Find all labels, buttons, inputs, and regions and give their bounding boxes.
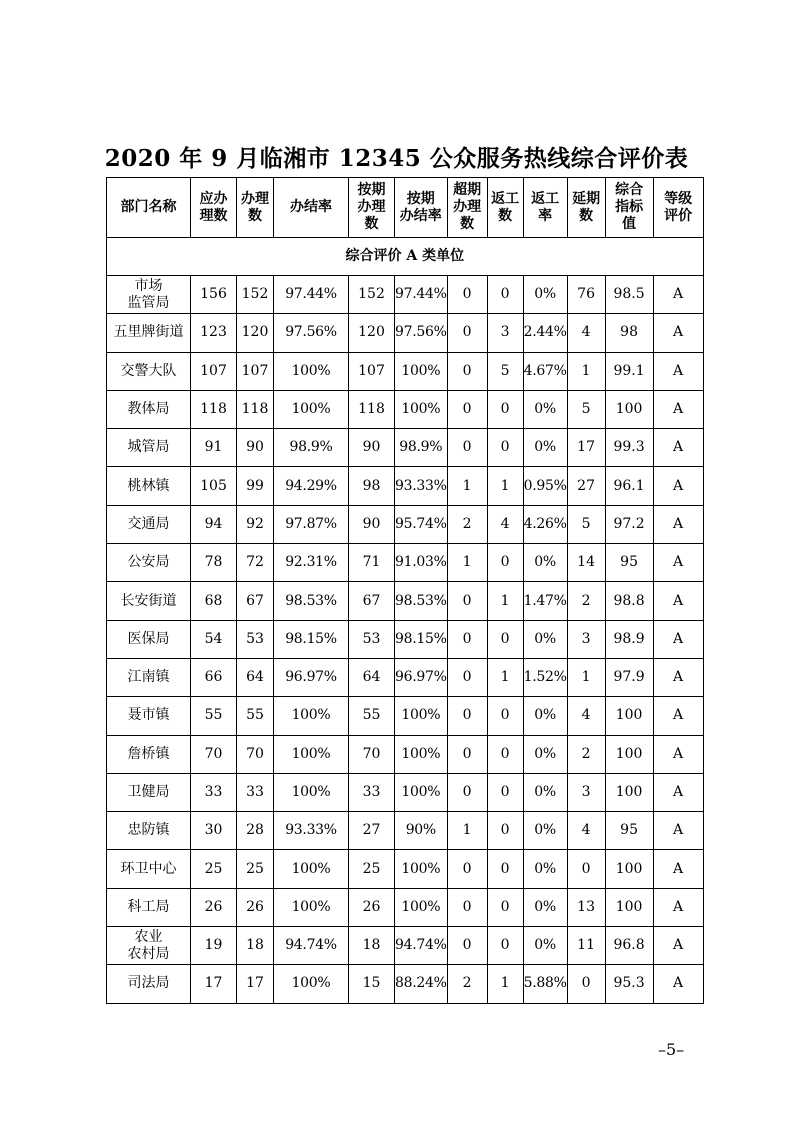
cell-should-handle: 123 <box>191 314 237 352</box>
cell-rework: 0 <box>487 544 523 582</box>
cell-completion-rate: 100% <box>274 697 349 735</box>
cell-overdue: 0 <box>447 352 487 390</box>
table-row <box>107 429 704 467</box>
cell-completion-rate: 98.9% <box>274 429 349 467</box>
table-row <box>107 735 704 773</box>
cell-ontime-rate: 100% <box>395 352 448 390</box>
cell-ontime-handled: 71 <box>349 544 395 582</box>
cell-completion-rate: 100% <box>274 390 349 428</box>
cell-extension: 0 <box>567 965 605 1003</box>
header-row <box>107 178 704 238</box>
cell-grade: A <box>653 314 703 352</box>
cell-ontime-rate: 100% <box>395 850 448 888</box>
cell-should-handle: 105 <box>191 467 237 505</box>
cell-overdue: 1 <box>447 812 487 850</box>
cell-rework-rate: 0% <box>523 276 567 314</box>
table-row <box>107 620 704 658</box>
evaluation-table <box>106 177 704 1004</box>
cell-department: 江南镇 <box>107 658 191 696</box>
cell-department: 司法局 <box>107 965 191 1003</box>
cell-department: 科工局 <box>107 888 191 926</box>
cell-ontime-handled: 118 <box>349 390 395 428</box>
cell-handled: 67 <box>237 582 274 620</box>
cell-handled: 18 <box>237 927 274 965</box>
cell-handled: 33 <box>237 773 274 811</box>
cell-composite-index: 97.2 <box>605 505 653 543</box>
cell-overdue: 0 <box>447 429 487 467</box>
section-row <box>107 238 704 276</box>
header-extension: 延期 数 <box>567 178 605 238</box>
cell-department: 医保局 <box>107 620 191 658</box>
cell-rework-rate: 0.95% <box>523 467 567 505</box>
cell-rework-rate: 5.88% <box>523 965 567 1003</box>
cell-rework-rate: 0% <box>523 773 567 811</box>
cell-ontime-rate: 100% <box>395 735 448 773</box>
cell-completion-rate: 97.56% <box>274 314 349 352</box>
cell-overdue: 0 <box>447 735 487 773</box>
cell-completion-rate: 92.31% <box>274 544 349 582</box>
cell-rework: 0 <box>487 429 523 467</box>
cell-ontime-handled: 33 <box>349 773 395 811</box>
cell-should-handle: 107 <box>191 352 237 390</box>
cell-extension: 4 <box>567 697 605 735</box>
table-row <box>107 927 704 965</box>
cell-extension: 3 <box>567 620 605 658</box>
header-ontime-rate: 按期 办结率 <box>395 178 448 238</box>
cell-handled: 25 <box>237 850 274 888</box>
cell-completion-rate: 98.53% <box>274 582 349 620</box>
cell-ontime-rate: 95.74% <box>395 505 448 543</box>
cell-ontime-handled: 67 <box>349 582 395 620</box>
cell-extension: 1 <box>567 658 605 696</box>
cell-extension: 17 <box>567 429 605 467</box>
cell-department: 教体局 <box>107 390 191 428</box>
cell-overdue: 1 <box>447 544 487 582</box>
cell-rework-rate: 0% <box>523 735 567 773</box>
cell-rework: 1 <box>487 965 523 1003</box>
cell-rework-rate: 4.26% <box>523 505 567 543</box>
cell-extension: 3 <box>567 773 605 811</box>
cell-ontime-handled: 55 <box>349 697 395 735</box>
cell-should-handle: 30 <box>191 812 237 850</box>
cell-rework: 0 <box>487 276 523 314</box>
cell-department: 环卫中心 <box>107 850 191 888</box>
page-title: 2020 年 9 月临湘市 12345 公众服务热线综合评价表 <box>104 145 689 172</box>
cell-completion-rate: 98.15% <box>274 620 349 658</box>
cell-composite-index: 97.9 <box>605 658 653 696</box>
cell-should-handle: 66 <box>191 658 237 696</box>
cell-handled: 70 <box>237 735 274 773</box>
cell-completion-rate: 96.97% <box>274 658 349 696</box>
cell-rework-rate: 0% <box>523 390 567 428</box>
table-row <box>107 773 704 811</box>
cell-overdue: 0 <box>447 850 487 888</box>
cell-should-handle: 70 <box>191 735 237 773</box>
header-composite-index: 综合 指标 值 <box>605 178 653 238</box>
cell-rework-rate: 0% <box>523 429 567 467</box>
cell-completion-rate: 100% <box>274 850 349 888</box>
cell-handled: 17 <box>237 965 274 1003</box>
cell-ontime-handled: 53 <box>349 620 395 658</box>
cell-overdue: 0 <box>447 390 487 428</box>
cell-department: 交通局 <box>107 505 191 543</box>
cell-should-handle: 156 <box>191 276 237 314</box>
cell-department: 詹桥镇 <box>107 735 191 773</box>
cell-composite-index: 100 <box>605 850 653 888</box>
cell-handled: 107 <box>237 352 274 390</box>
cell-grade: A <box>653 582 703 620</box>
table-row <box>107 697 704 735</box>
cell-handled: 72 <box>237 544 274 582</box>
header-grade: 等级 评价 <box>653 178 703 238</box>
cell-ontime-handled: 90 <box>349 505 395 543</box>
cell-grade: A <box>653 505 703 543</box>
cell-rework: 0 <box>487 850 523 888</box>
cell-ontime-handled: 152 <box>349 276 395 314</box>
cell-extension: 4 <box>567 812 605 850</box>
cell-overdue: 0 <box>447 658 487 696</box>
cell-grade: A <box>653 812 703 850</box>
cell-handled: 99 <box>237 467 274 505</box>
cell-rework-rate: 0% <box>523 544 567 582</box>
header-should-handle: 应办 理数 <box>191 178 237 238</box>
cell-overdue: 1 <box>447 467 487 505</box>
cell-ontime-rate: 97.44% <box>395 276 448 314</box>
cell-rework-rate: 0% <box>523 620 567 658</box>
cell-should-handle: 68 <box>191 582 237 620</box>
cell-handled: 53 <box>237 620 274 658</box>
table-row <box>107 544 704 582</box>
cell-should-handle: 94 <box>191 505 237 543</box>
table-row <box>107 658 704 696</box>
cell-handled: 55 <box>237 697 274 735</box>
cell-rework: 4 <box>487 505 523 543</box>
cell-should-handle: 17 <box>191 965 237 1003</box>
table-row <box>107 812 704 850</box>
cell-ontime-handled: 98 <box>349 467 395 505</box>
cell-ontime-rate: 100% <box>395 697 448 735</box>
header-rework: 返工 数 <box>487 178 523 238</box>
cell-extension: 1 <box>567 352 605 390</box>
cell-overdue: 0 <box>447 888 487 926</box>
cell-ontime-handled: 27 <box>349 812 395 850</box>
cell-overdue: 0 <box>447 582 487 620</box>
cell-rework: 0 <box>487 735 523 773</box>
cell-department: 聂市镇 <box>107 697 191 735</box>
cell-completion-rate: 100% <box>274 352 349 390</box>
cell-grade: A <box>653 735 703 773</box>
cell-composite-index: 100 <box>605 735 653 773</box>
cell-composite-index: 96.1 <box>605 467 653 505</box>
cell-grade: A <box>653 927 703 965</box>
cell-rework: 1 <box>487 582 523 620</box>
cell-department: 交警大队 <box>107 352 191 390</box>
cell-composite-index: 99.1 <box>605 352 653 390</box>
cell-rework: 1 <box>487 658 523 696</box>
cell-rework-rate: 0% <box>523 812 567 850</box>
cell-composite-index: 100 <box>605 888 653 926</box>
cell-rework: 0 <box>487 927 523 965</box>
cell-rework-rate: 1.52% <box>523 658 567 696</box>
header-department: 部门名称 <box>107 178 191 238</box>
cell-ontime-rate: 100% <box>395 888 448 926</box>
cell-completion-rate: 93.33% <box>274 812 349 850</box>
cell-rework: 0 <box>487 773 523 811</box>
table-body <box>107 238 704 1004</box>
cell-completion-rate: 94.74% <box>274 927 349 965</box>
table-row <box>107 965 704 1003</box>
cell-ontime-handled: 18 <box>349 927 395 965</box>
cell-rework-rate: 4.67% <box>523 352 567 390</box>
cell-completion-rate: 100% <box>274 735 349 773</box>
cell-ontime-rate: 97.56% <box>395 314 448 352</box>
cell-should-handle: 91 <box>191 429 237 467</box>
cell-department: 农业 农村局 <box>107 927 191 965</box>
header-ontime-handled: 按期 办理 数 <box>349 178 395 238</box>
cell-overdue: 0 <box>447 620 487 658</box>
cell-rework-rate: 2.44% <box>523 314 567 352</box>
cell-grade: A <box>653 888 703 926</box>
cell-grade: A <box>653 390 703 428</box>
cell-grade: A <box>653 467 703 505</box>
cell-rework-rate: 0% <box>523 697 567 735</box>
cell-handled: 28 <box>237 812 274 850</box>
cell-rework: 0 <box>487 620 523 658</box>
cell-ontime-rate: 91.03% <box>395 544 448 582</box>
cell-ontime-rate: 100% <box>395 390 448 428</box>
cell-ontime-rate: 98.15% <box>395 620 448 658</box>
cell-ontime-rate: 94.74% <box>395 927 448 965</box>
cell-grade: A <box>653 965 703 1003</box>
cell-handled: 64 <box>237 658 274 696</box>
cell-extension: 76 <box>567 276 605 314</box>
cell-composite-index: 96.8 <box>605 927 653 965</box>
cell-extension: 5 <box>567 505 605 543</box>
cell-composite-index: 98.5 <box>605 276 653 314</box>
cell-handled: 92 <box>237 505 274 543</box>
cell-composite-index: 95.3 <box>605 965 653 1003</box>
page-number: –5– <box>658 1040 685 1059</box>
cell-handled: 90 <box>237 429 274 467</box>
cell-grade: A <box>653 850 703 888</box>
cell-grade: A <box>653 697 703 735</box>
cell-rework: 0 <box>487 697 523 735</box>
cell-composite-index: 100 <box>605 390 653 428</box>
cell-should-handle: 118 <box>191 390 237 428</box>
cell-rework: 5 <box>487 352 523 390</box>
cell-extension: 11 <box>567 927 605 965</box>
cell-completion-rate: 94.29% <box>274 467 349 505</box>
cell-handled: 118 <box>237 390 274 428</box>
cell-extension: 5 <box>567 390 605 428</box>
cell-composite-index: 100 <box>605 697 653 735</box>
cell-ontime-handled: 107 <box>349 352 395 390</box>
table-row <box>107 467 704 505</box>
cell-department: 城管局 <box>107 429 191 467</box>
cell-should-handle: 25 <box>191 850 237 888</box>
cell-overdue: 0 <box>447 697 487 735</box>
cell-composite-index: 95 <box>605 812 653 850</box>
cell-ontime-handled: 15 <box>349 965 395 1003</box>
cell-overdue: 0 <box>447 276 487 314</box>
cell-ontime-rate: 93.33% <box>395 467 448 505</box>
cell-rework-rate: 0% <box>523 850 567 888</box>
table-row <box>107 582 704 620</box>
cell-grade: A <box>653 352 703 390</box>
cell-extension: 4 <box>567 314 605 352</box>
cell-composite-index: 98.9 <box>605 620 653 658</box>
cell-ontime-rate: 98.9% <box>395 429 448 467</box>
cell-grade: A <box>653 620 703 658</box>
table-row <box>107 505 704 543</box>
cell-completion-rate: 100% <box>274 773 349 811</box>
header-overdue: 超期 办理 数 <box>447 178 487 238</box>
cell-rework-rate: 0% <box>523 888 567 926</box>
cell-ontime-handled: 120 <box>349 314 395 352</box>
section-label: 综合评价 A 类单位 <box>107 238 704 276</box>
cell-ontime-rate: 98.53% <box>395 582 448 620</box>
cell-should-handle: 78 <box>191 544 237 582</box>
cell-ontime-rate: 90% <box>395 812 448 850</box>
cell-extension: 14 <box>567 544 605 582</box>
cell-department: 桃林镇 <box>107 467 191 505</box>
cell-composite-index: 98.8 <box>605 582 653 620</box>
cell-grade: A <box>653 773 703 811</box>
table-row <box>107 850 704 888</box>
table-row <box>107 352 704 390</box>
cell-extension: 2 <box>567 735 605 773</box>
cell-extension: 2 <box>567 582 605 620</box>
cell-ontime-handled: 25 <box>349 850 395 888</box>
table-row <box>107 888 704 926</box>
cell-should-handle: 26 <box>191 888 237 926</box>
cell-ontime-handled: 90 <box>349 429 395 467</box>
cell-overdue: 0 <box>447 927 487 965</box>
cell-overdue: 0 <box>447 773 487 811</box>
cell-rework: 0 <box>487 390 523 428</box>
cell-ontime-handled: 64 <box>349 658 395 696</box>
cell-handled: 26 <box>237 888 274 926</box>
cell-department: 市场 监管局 <box>107 276 191 314</box>
cell-ontime-rate: 100% <box>395 773 448 811</box>
cell-overdue: 2 <box>447 505 487 543</box>
cell-composite-index: 100 <box>605 773 653 811</box>
cell-should-handle: 19 <box>191 927 237 965</box>
cell-completion-rate: 100% <box>274 965 349 1003</box>
cell-extension: 13 <box>567 888 605 926</box>
cell-ontime-rate: 96.97% <box>395 658 448 696</box>
header-completion-rate: 办结率 <box>274 178 349 238</box>
table-row <box>107 314 704 352</box>
cell-rework-rate: 0% <box>523 927 567 965</box>
cell-overdue: 2 <box>447 965 487 1003</box>
cell-department: 长安街道 <box>107 582 191 620</box>
table-row <box>107 276 704 314</box>
cell-should-handle: 55 <box>191 697 237 735</box>
cell-overdue: 0 <box>447 314 487 352</box>
cell-rework: 0 <box>487 812 523 850</box>
cell-completion-rate: 100% <box>274 888 349 926</box>
cell-department: 卫健局 <box>107 773 191 811</box>
cell-completion-rate: 97.44% <box>274 276 349 314</box>
cell-extension: 27 <box>567 467 605 505</box>
cell-should-handle: 54 <box>191 620 237 658</box>
cell-department: 公安局 <box>107 544 191 582</box>
cell-extension: 0 <box>567 850 605 888</box>
cell-grade: A <box>653 658 703 696</box>
cell-handled: 120 <box>237 314 274 352</box>
cell-handled: 152 <box>237 276 274 314</box>
cell-should-handle: 33 <box>191 773 237 811</box>
cell-department: 五里牌街道 <box>107 314 191 352</box>
cell-ontime-rate: 88.24% <box>395 965 448 1003</box>
cell-composite-index: 98 <box>605 314 653 352</box>
cell-composite-index: 99.3 <box>605 429 653 467</box>
cell-grade: A <box>653 429 703 467</box>
table-row <box>107 390 704 428</box>
cell-completion-rate: 97.87% <box>274 505 349 543</box>
cell-rework: 0 <box>487 888 523 926</box>
cell-department: 忠防镇 <box>107 812 191 850</box>
header-handled: 办理 数 <box>237 178 274 238</box>
cell-composite-index: 95 <box>605 544 653 582</box>
cell-grade: A <box>653 544 703 582</box>
cell-ontime-handled: 26 <box>349 888 395 926</box>
cell-rework: 1 <box>487 467 523 505</box>
cell-rework: 3 <box>487 314 523 352</box>
cell-rework-rate: 1.47% <box>523 582 567 620</box>
cell-grade: A <box>653 276 703 314</box>
cell-ontime-handled: 70 <box>349 735 395 773</box>
header-rework-rate: 返工 率 <box>523 178 567 238</box>
